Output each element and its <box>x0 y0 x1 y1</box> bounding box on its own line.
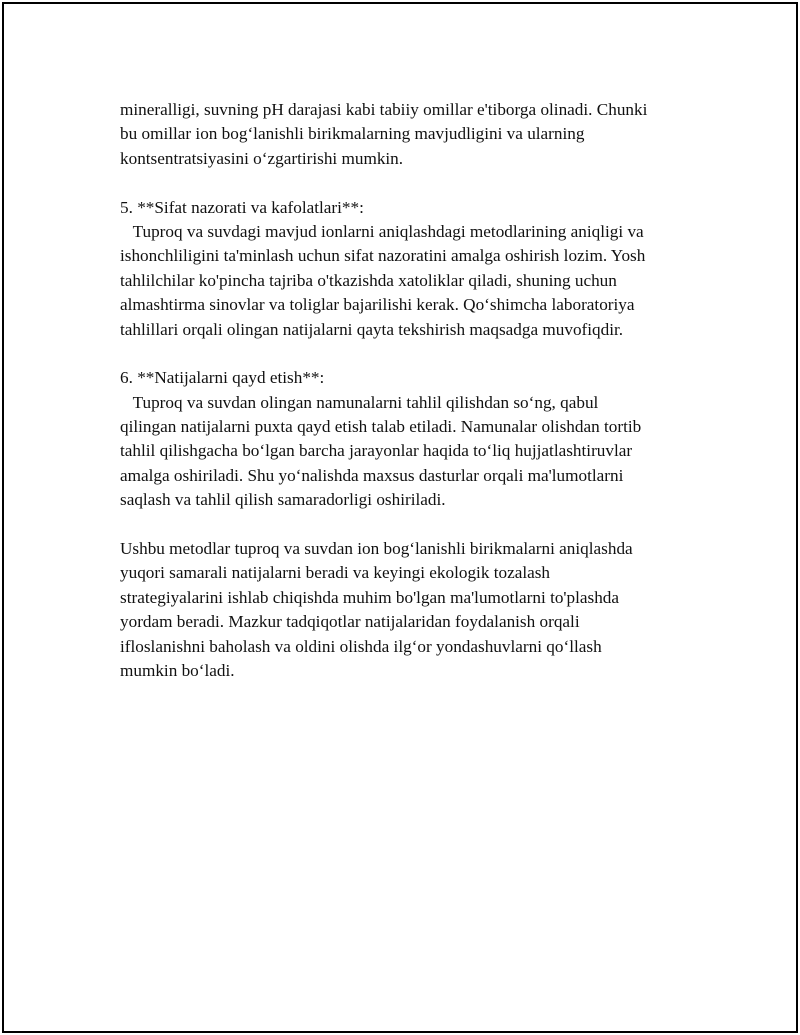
text-line: saqlash va tahlil qilish samaradorligi oshiriladi. <box>120 490 446 510</box>
intro-paragraph <box>120 98 710 171</box>
paragraph-spacer <box>120 171 710 195</box>
text-line: qilingan natijalarni puxta qayd etish talab etiladi. Namunalar olishdan tortib <box>120 417 642 437</box>
document-page <box>2 2 798 1033</box>
section-6-heading: 6. **Natijalarni qayd etish**: <box>120 368 325 388</box>
text-line: tahlil qilishgacha bo‘lgan barcha jarayonlar haqida to‘liq hujjatlashtiruvlar <box>120 441 633 461</box>
section-5-heading: 5. **Sifat nazorati va kafolatlari**: <box>120 197 364 217</box>
text-line: Tuproq va suvdan olingan namunalarni tahlil qilishdan so‘ng, qabul <box>120 392 599 412</box>
text-line: tahlilchilar ko'pincha tajriba o'tkazishda xatoliklar qiladi, shuning uchun <box>120 270 617 290</box>
text-line: yordam beradi. Mazkur tadqiqotlar natijalaridan foydalanish orqali <box>120 612 580 632</box>
section-5 <box>120 196 710 342</box>
text-line: amalga oshiriladi. Shu yo‘nalishda maxsus dasturlar orqali ma'lumotlarni <box>120 465 624 485</box>
text-line: almashtirma sinovlar va toliglar bajarilishi kerak. Qo‘shimcha laboratoriya <box>120 295 635 315</box>
text-line: ifloslanishni baholash va oldini olishda ilg‘or yondashuvlarni qo‘llash <box>120 636 602 656</box>
text-line: kontsentratsiyasini o‘zgartirishi mumkin. <box>120 148 404 168</box>
text-line: yuqori samarali natijalarni beradi va keyingi ekologik tozalash <box>120 563 551 583</box>
paragraph-spacer <box>120 342 710 366</box>
text-line: mumkin bo‘ladi. <box>120 660 235 680</box>
text-line: mineralligi, suvning pH darajasi kabi tabiiy omillar e'tiborga olinadi. Chunki <box>120 100 648 119</box>
text-line: ishonchliligini ta'minlash uchun sifat nazoratini amalga oshirish lozim. Yosh <box>120 246 646 266</box>
text-line: Ushbu metodlar tuproq va suvdan ion bog‘lanishli birikmalarni aniqlashda <box>120 539 633 559</box>
document-body <box>120 98 710 683</box>
text-line: strategiyalarini ishlab chiqishda muhim bo'lgan ma'lumotlarni to'plashda <box>120 587 620 607</box>
section-6 <box>120 366 710 512</box>
text-line: bu omillar ion bog‘lanishli birikmalarning mavjudligini va ularning <box>120 124 585 144</box>
conclusion-paragraph <box>120 537 710 683</box>
text-line: Tuproq va suvdagi mavjud ionlarni aniqlashdagi metodlarining aniqligi va <box>120 221 644 241</box>
text-line: tahlillari orqali olingan natijalarni qayta tekshirish maqsadga muvofiqdir. <box>120 319 624 339</box>
paragraph-spacer <box>120 513 710 537</box>
